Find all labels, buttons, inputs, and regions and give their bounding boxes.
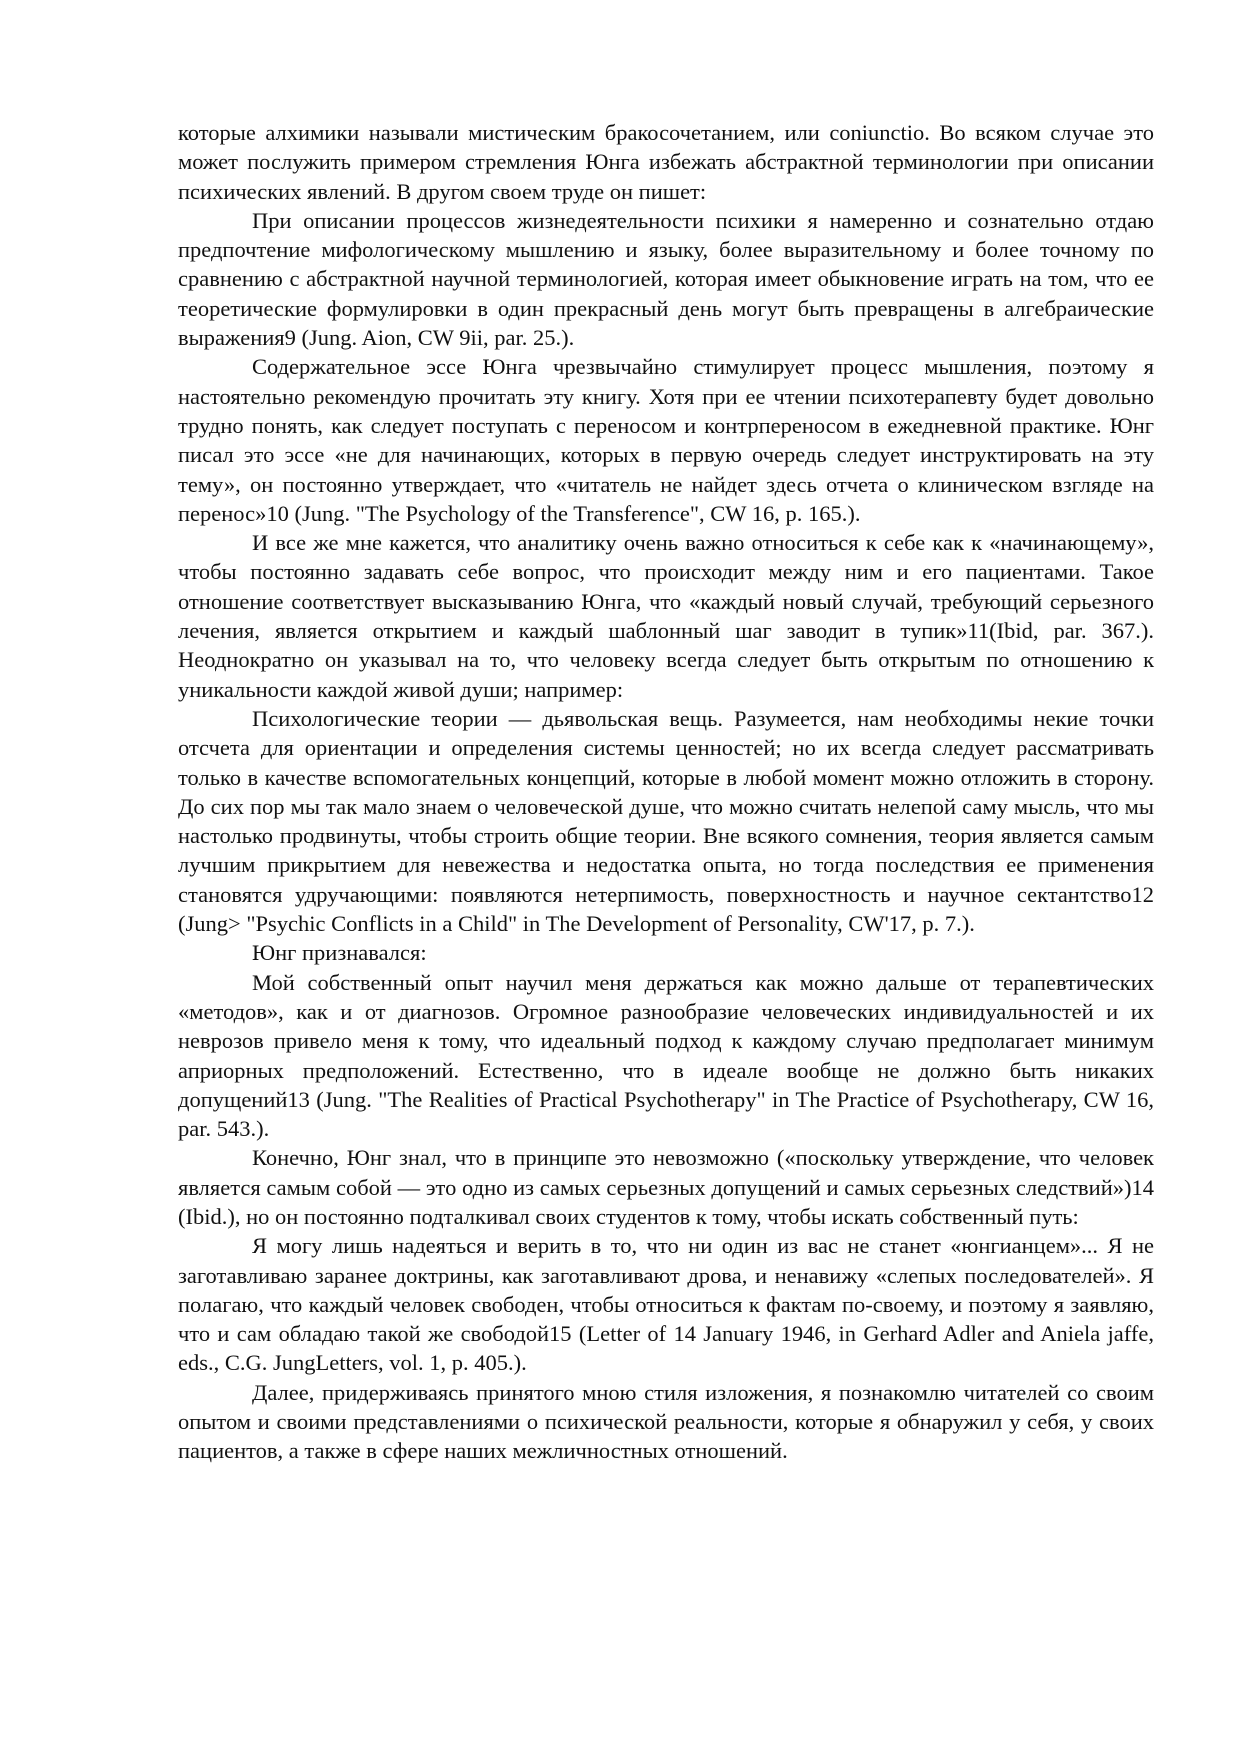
quote-mythological-thinking: При описании процессов жизнедеятельности психики я намеренно и сознательно отдаю предпочтение мифологическому мышлению и языку, более выразительному и более точному по сравнению с абстрактной научной терминологией, которая имеет обыкновение играть на том, что ее теоретические формулировки в один прекрасный день могут быть превращены в алгебраические выражения9 (Jung. Aion, CW 9ii, par. 25.).	[178, 207, 1154, 351]
document-page	[178, 118, 1154, 1466]
paragraph-own-path: Конечно, Юнг знал, что в принципе это невозможно («поскольку утверждение, что человек является самым собой — это одно из самых серьезных допущений и самых серьезных следствий»)14 (Ibid.), но он постоянно подталкивал своих студентов к тому, чтобы искать собственный путь:	[178, 1145, 1154, 1229]
quote-own-experience: Мой собственный опыт научил меня держаться как можно дальше от терапевтических «методов», как и от диагнозов. Огромное разнообразие человеческих индивидуальностей и их неврозов привело меня к тому, что идеальный подход к каждому случаю предполагает минимум априорных предположений. Естественно, что в идеале вообще не должно быть никаких допущений13 (Jung. "The Realities of Practical Psychotherapy" in The Practice of Psychotherapy, CW 16, par. 543.).	[178, 969, 1154, 1142]
quote-not-jungians: Я могу лишь надеяться и верить в то, что ни один из вас не станет «юнгианцем»... Я не заготавливаю заранее доктрины, как заготавливают дрова, и ненавижу «слепых последователей». Я полагаю, что каждый человек свободен, чтобы относиться к фактам по-своему, и поэтому я заявляю, что и сам обладаю такой же свободой15 (Letter of 14 January 1946, in Gerhard Adler and Aniela jaffe, eds., C.G. JungLetters, vol. 1, p. 405.).	[178, 1233, 1154, 1376]
paragraph-beginner-attitude: И все же мне кажется, что аналитику очень важно относиться к себе как к «начинающему», чтобы постоянно задавать себе вопрос, что происходит между ним и его пациентами. Такое отношение соответствует высказыванию Юнга, что «каждый новый случай, требующий серьезного лечения, является открытием и каждый шаблонный шаг заводит в тупик»11(Ibid, par. 367.). Неоднократно он указывал на то, что человеку всегда следует быть открытым по отношению к уникальности каждой живой души; например:	[178, 530, 1154, 702]
paragraph-essay-transference: Содержательное эссе Юнга чрезвычайно стимулирует процесс мышления, поэтому я настоятельно рекомендую прочитать эту книгу. Хотя при ее чтении психотерапевту будет довольно трудно понять, как следует поступать с переносом и контрпереносом в ежедневной практике. Юнг писал это эссе «не для начинающих, которых в первую очередь следует инструктировать на эту тему», он постоянно утверждает, что «читатель не найдет здесь отчета о клиническом взгляде на перенос»10 (Jung. "The Psychology of the Transference", CW 16, p. 165.).	[178, 354, 1154, 526]
quote-psychological-theories: Психологические теории — дьявольская вещь. Разумеется, нам необходимы некие точки отсчета для ориентации и определения системы ценностей; но их всегда следует рассматривать только в качестве вспомогательных концепций, которые в любой момент можно отложить в сторону. До сих пор мы так мало знаем о человеческой душе, что можно считать нелепой саму мысль, что мы настолько продвинуты, чтобы строить общие теории. Вне всякого сомнения, теория является самым лучшим прикрытием для невежества и недостатка опыта, но тогда последствия ее применения становятся удручающими: появляются нетерпимость, поверхностность и научное сектантство12 (Jung> "Psychic Conflicts in a Child" in The Development of Personality, CW'17, p. 7.).	[178, 705, 1154, 937]
paragraph-jung-admitted: Юнг признавался:	[252, 940, 427, 966]
paragraph-continuation: которые алхимики называли мистическим бракосочетанием, или coniunctio. Во всяком случае это может послужить примером стремления Юнга избежать абстрактной терминологии при описании психических явлений. В другом своем труде он пишет:	[178, 120, 1154, 204]
paragraph-conclusion: Далее, придерживаясь принятого мною стиля изложения, я познакомлю читателей со своим опытом и своими представлениями о психической реальности, которые я обнаружил у себя, у своих пациентов, а также в сфере наших межличностных отношений.	[178, 1379, 1154, 1464]
